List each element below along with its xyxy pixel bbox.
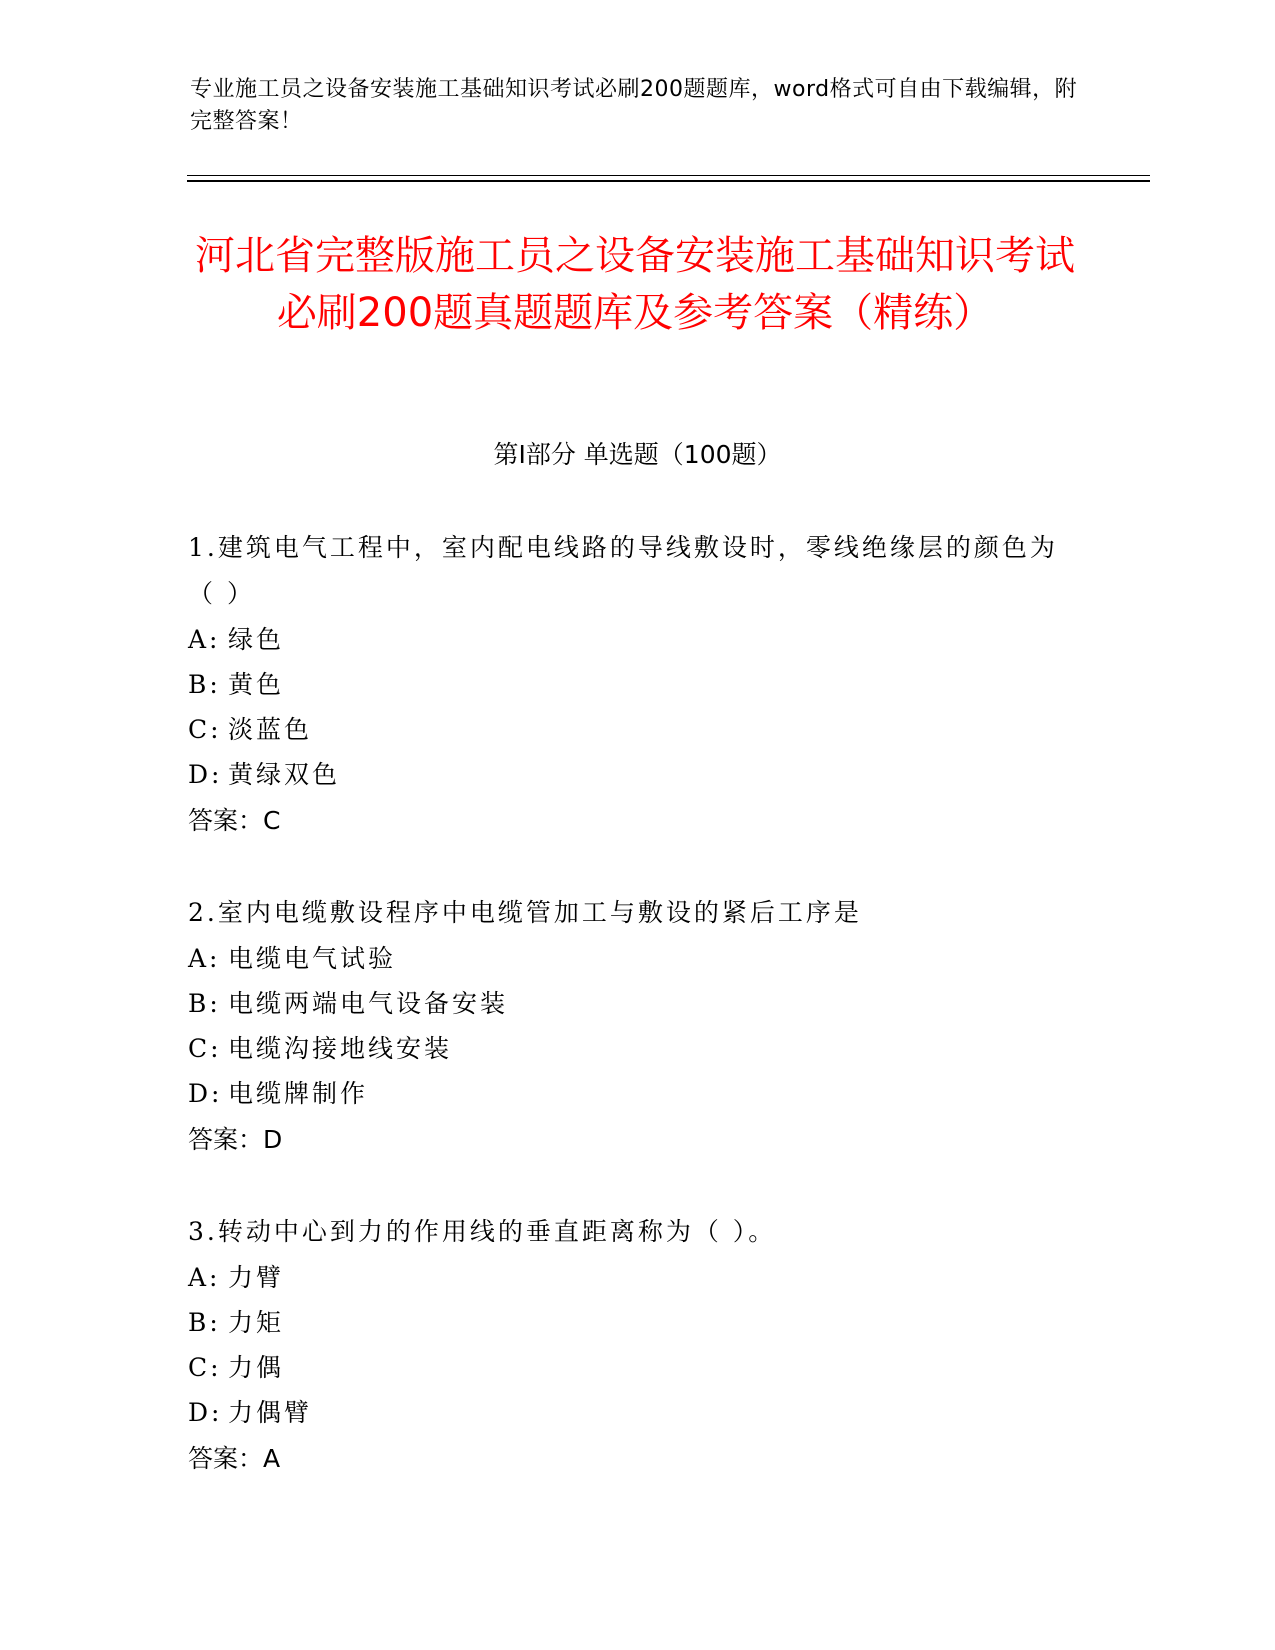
option-key: C: bbox=[188, 1353, 222, 1382]
section-heading: 第I部分 单选题（100题） bbox=[493, 440, 782, 469]
option-key: D: bbox=[188, 1398, 223, 1427]
option-key: D: bbox=[188, 1079, 223, 1108]
answer-line: 答案：C bbox=[188, 806, 281, 835]
option-text: 力偶臂 bbox=[228, 1398, 313, 1427]
option-key: B: bbox=[188, 670, 221, 699]
option-d bbox=[188, 1390, 1068, 1435]
option-c bbox=[188, 1345, 1068, 1390]
option-b bbox=[188, 1300, 1068, 1345]
option-b bbox=[188, 662, 1068, 707]
document-title: 河北省完整版施工员之设备安装施工基础知识考试必刷200题真题题库及参考答案（精练） bbox=[195, 233, 1075, 336]
question-text: 3.转动中心到力的作用线的垂直距离称为（ ）。 bbox=[188, 1217, 777, 1246]
option-key: A: bbox=[188, 1263, 221, 1292]
option-key: A: bbox=[188, 944, 221, 973]
option-text: 黄色 bbox=[228, 670, 285, 699]
option-b bbox=[188, 981, 1068, 1026]
option-text: 电缆电气试验 bbox=[228, 944, 397, 973]
option-text: 黄绿双色 bbox=[228, 760, 341, 789]
header-divider-thin bbox=[187, 175, 1150, 176]
option-key: C: bbox=[188, 1034, 222, 1063]
option-key: C: bbox=[188, 715, 222, 744]
header-note: 专业施工员之设备安装施工基础知识考试必刷200题题库，word格式可自由下载编辑，附完整答案！ bbox=[190, 77, 1078, 134]
option-c bbox=[188, 1026, 1068, 1071]
question-1 bbox=[188, 525, 1068, 844]
question-text: 2.室内电缆敷设程序中电缆管加工与敷设的紧后工序是 bbox=[188, 898, 862, 927]
option-text: 电缆两端电气设备安装 bbox=[228, 989, 509, 1018]
option-text: 淡蓝色 bbox=[228, 715, 313, 744]
option-key: B: bbox=[188, 989, 221, 1018]
option-text: 绿色 bbox=[228, 625, 285, 654]
option-text: 力偶 bbox=[228, 1353, 285, 1382]
option-d bbox=[188, 752, 1068, 797]
question-3 bbox=[188, 1209, 1068, 1482]
question-2 bbox=[188, 890, 1068, 1163]
header-divider-thick bbox=[187, 180, 1150, 182]
option-a bbox=[188, 617, 1068, 662]
question-text: 1.建筑电气工程中，室内配电线路的导线敷设时，零线绝缘层的颜色为（ ） bbox=[188, 533, 1058, 608]
option-text: 力矩 bbox=[228, 1308, 285, 1337]
option-a bbox=[188, 936, 1068, 981]
option-text: 力臂 bbox=[228, 1263, 285, 1292]
option-key: B: bbox=[188, 1308, 221, 1337]
option-key: D: bbox=[188, 760, 223, 789]
answer-line: 答案：D bbox=[188, 1125, 283, 1154]
option-text: 电缆牌制作 bbox=[228, 1079, 369, 1108]
option-d bbox=[188, 1071, 1068, 1116]
answer-line: 答案：A bbox=[188, 1444, 281, 1473]
question-list bbox=[188, 525, 1068, 1528]
option-a bbox=[188, 1255, 1068, 1300]
option-c bbox=[188, 707, 1068, 752]
option-key: A: bbox=[188, 625, 221, 654]
option-text: 电缆沟接地线安装 bbox=[228, 1034, 453, 1063]
